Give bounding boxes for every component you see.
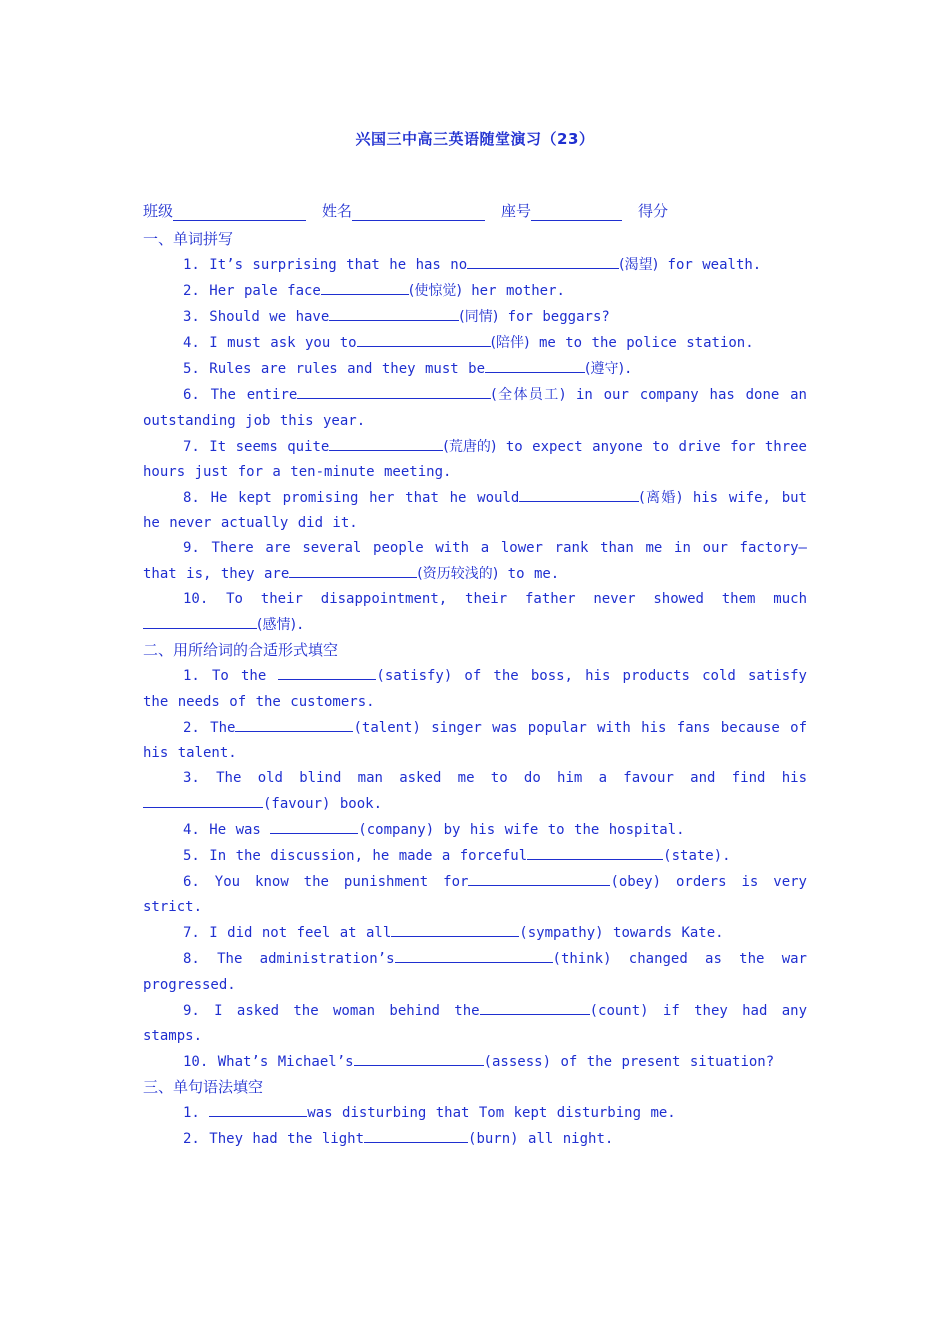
answer-blank[interactable] (289, 561, 417, 578)
answer-blank[interactable] (468, 869, 610, 886)
name-blank[interactable] (352, 202, 485, 221)
answer-blank[interactable] (321, 278, 409, 295)
answer-blank[interactable] (467, 252, 619, 269)
answer-blank[interactable] (329, 304, 459, 321)
worksheet-title: 兴国三中高三英语随堂演习（23） (355, 130, 595, 148)
answer-blank[interactable] (480, 998, 590, 1015)
name-label: 姓名 (322, 202, 353, 220)
question: 2. The (talent) singer was popular with his fans because of his talent. (143, 715, 807, 766)
question: 7. It seems quite (荒唐的) to expect anyone to drive for three hours just for a ten-minute meeting. (143, 434, 807, 485)
answer-blank[interactable] (278, 663, 376, 680)
answer-blank[interactable] (391, 920, 519, 937)
answer-blank[interactable] (143, 612, 257, 629)
question: 9. I asked the woman behind the (count) if they had any stamps. (143, 998, 807, 1049)
question: 5. Rules are rules and they must be (遵守). (143, 356, 807, 382)
answer-blank[interactable] (143, 791, 263, 808)
answer-blank[interactable] (527, 843, 663, 860)
question: 6. The entire (全体员工) in our company has done an outstanding job this year. (143, 382, 807, 433)
seat-blank[interactable] (531, 202, 622, 221)
question: 4. He was (company) by his wife to the hospital. (143, 817, 807, 843)
answer-blank[interactable] (354, 1049, 484, 1066)
question: 10. To their disappointment, their father never showed them much(感情). (143, 587, 807, 638)
question: 2. Her pale face (使惊觉) her mother. (143, 278, 807, 304)
question: 2. They had the light (burn) all night. (143, 1126, 807, 1152)
class-field[interactable] (143, 200, 306, 221)
section3-heading: 三、单句语法填空 (143, 1077, 264, 1096)
answer-blank[interactable] (329, 434, 443, 451)
seat-field[interactable] (501, 200, 622, 221)
question: 6. You know the punishment for (obey) orders is very strict. (143, 869, 807, 920)
section2-heading: 二、用所给词的合适形式填空 (143, 641, 339, 660)
answer-blank[interactable] (485, 356, 585, 373)
seat-label: 座号 (501, 202, 532, 220)
answer-blank[interactable] (235, 715, 353, 732)
score-field (638, 200, 668, 221)
score-label: 得分 (638, 202, 669, 220)
question: 10. What’s Michael’s (assess) of the present situation? (143, 1049, 807, 1075)
class-blank[interactable] (173, 202, 306, 221)
question: 9. There are several people with a lower rank than me in our factory—that is, they are (资历较浅的) to me. (143, 540, 807, 583)
answer-blank[interactable] (270, 817, 358, 834)
answer-blank[interactable] (297, 382, 491, 399)
answer-blank[interactable] (357, 330, 491, 347)
answer-blank[interactable] (209, 1100, 307, 1117)
worksheet (143, 128, 807, 1152)
section1-heading: 一、单词拼写 (143, 230, 234, 248)
question: 3. Should we have (同情) for beggars? (143, 304, 807, 330)
answer-blank[interactable] (395, 946, 553, 963)
question: 7. I did not feel at all (sympathy) towards Kate. (143, 920, 807, 946)
student-info-row (143, 199, 807, 221)
answer-blank[interactable] (364, 1126, 468, 1143)
question: 1. was disturbing that Tom kept disturbing me. (143, 1100, 807, 1126)
answer-blank[interactable] (519, 485, 639, 502)
question: 1. To the (satisfy) of the boss, his products cold satisfy the needs of the customers. (143, 663, 807, 714)
question: 1. It’s surprising that he has no (渴望) for wealth. (143, 252, 807, 278)
question: 4. I must ask you to (陪伴) me to the police station. (143, 330, 807, 356)
class-label: 班级 (143, 202, 174, 220)
question: 8. He kept promising her that he would (离婚) his wife, but he never actually did it. (143, 485, 807, 536)
question: 5. In the discussion, he made a forceful (state). (143, 843, 807, 869)
question: 8. The administration’s (think) changed as the war progressed. (143, 946, 807, 997)
question: 3. The old blind man asked me to do him a favour and find his (favour) book. (143, 766, 807, 817)
name-field[interactable] (322, 200, 485, 221)
